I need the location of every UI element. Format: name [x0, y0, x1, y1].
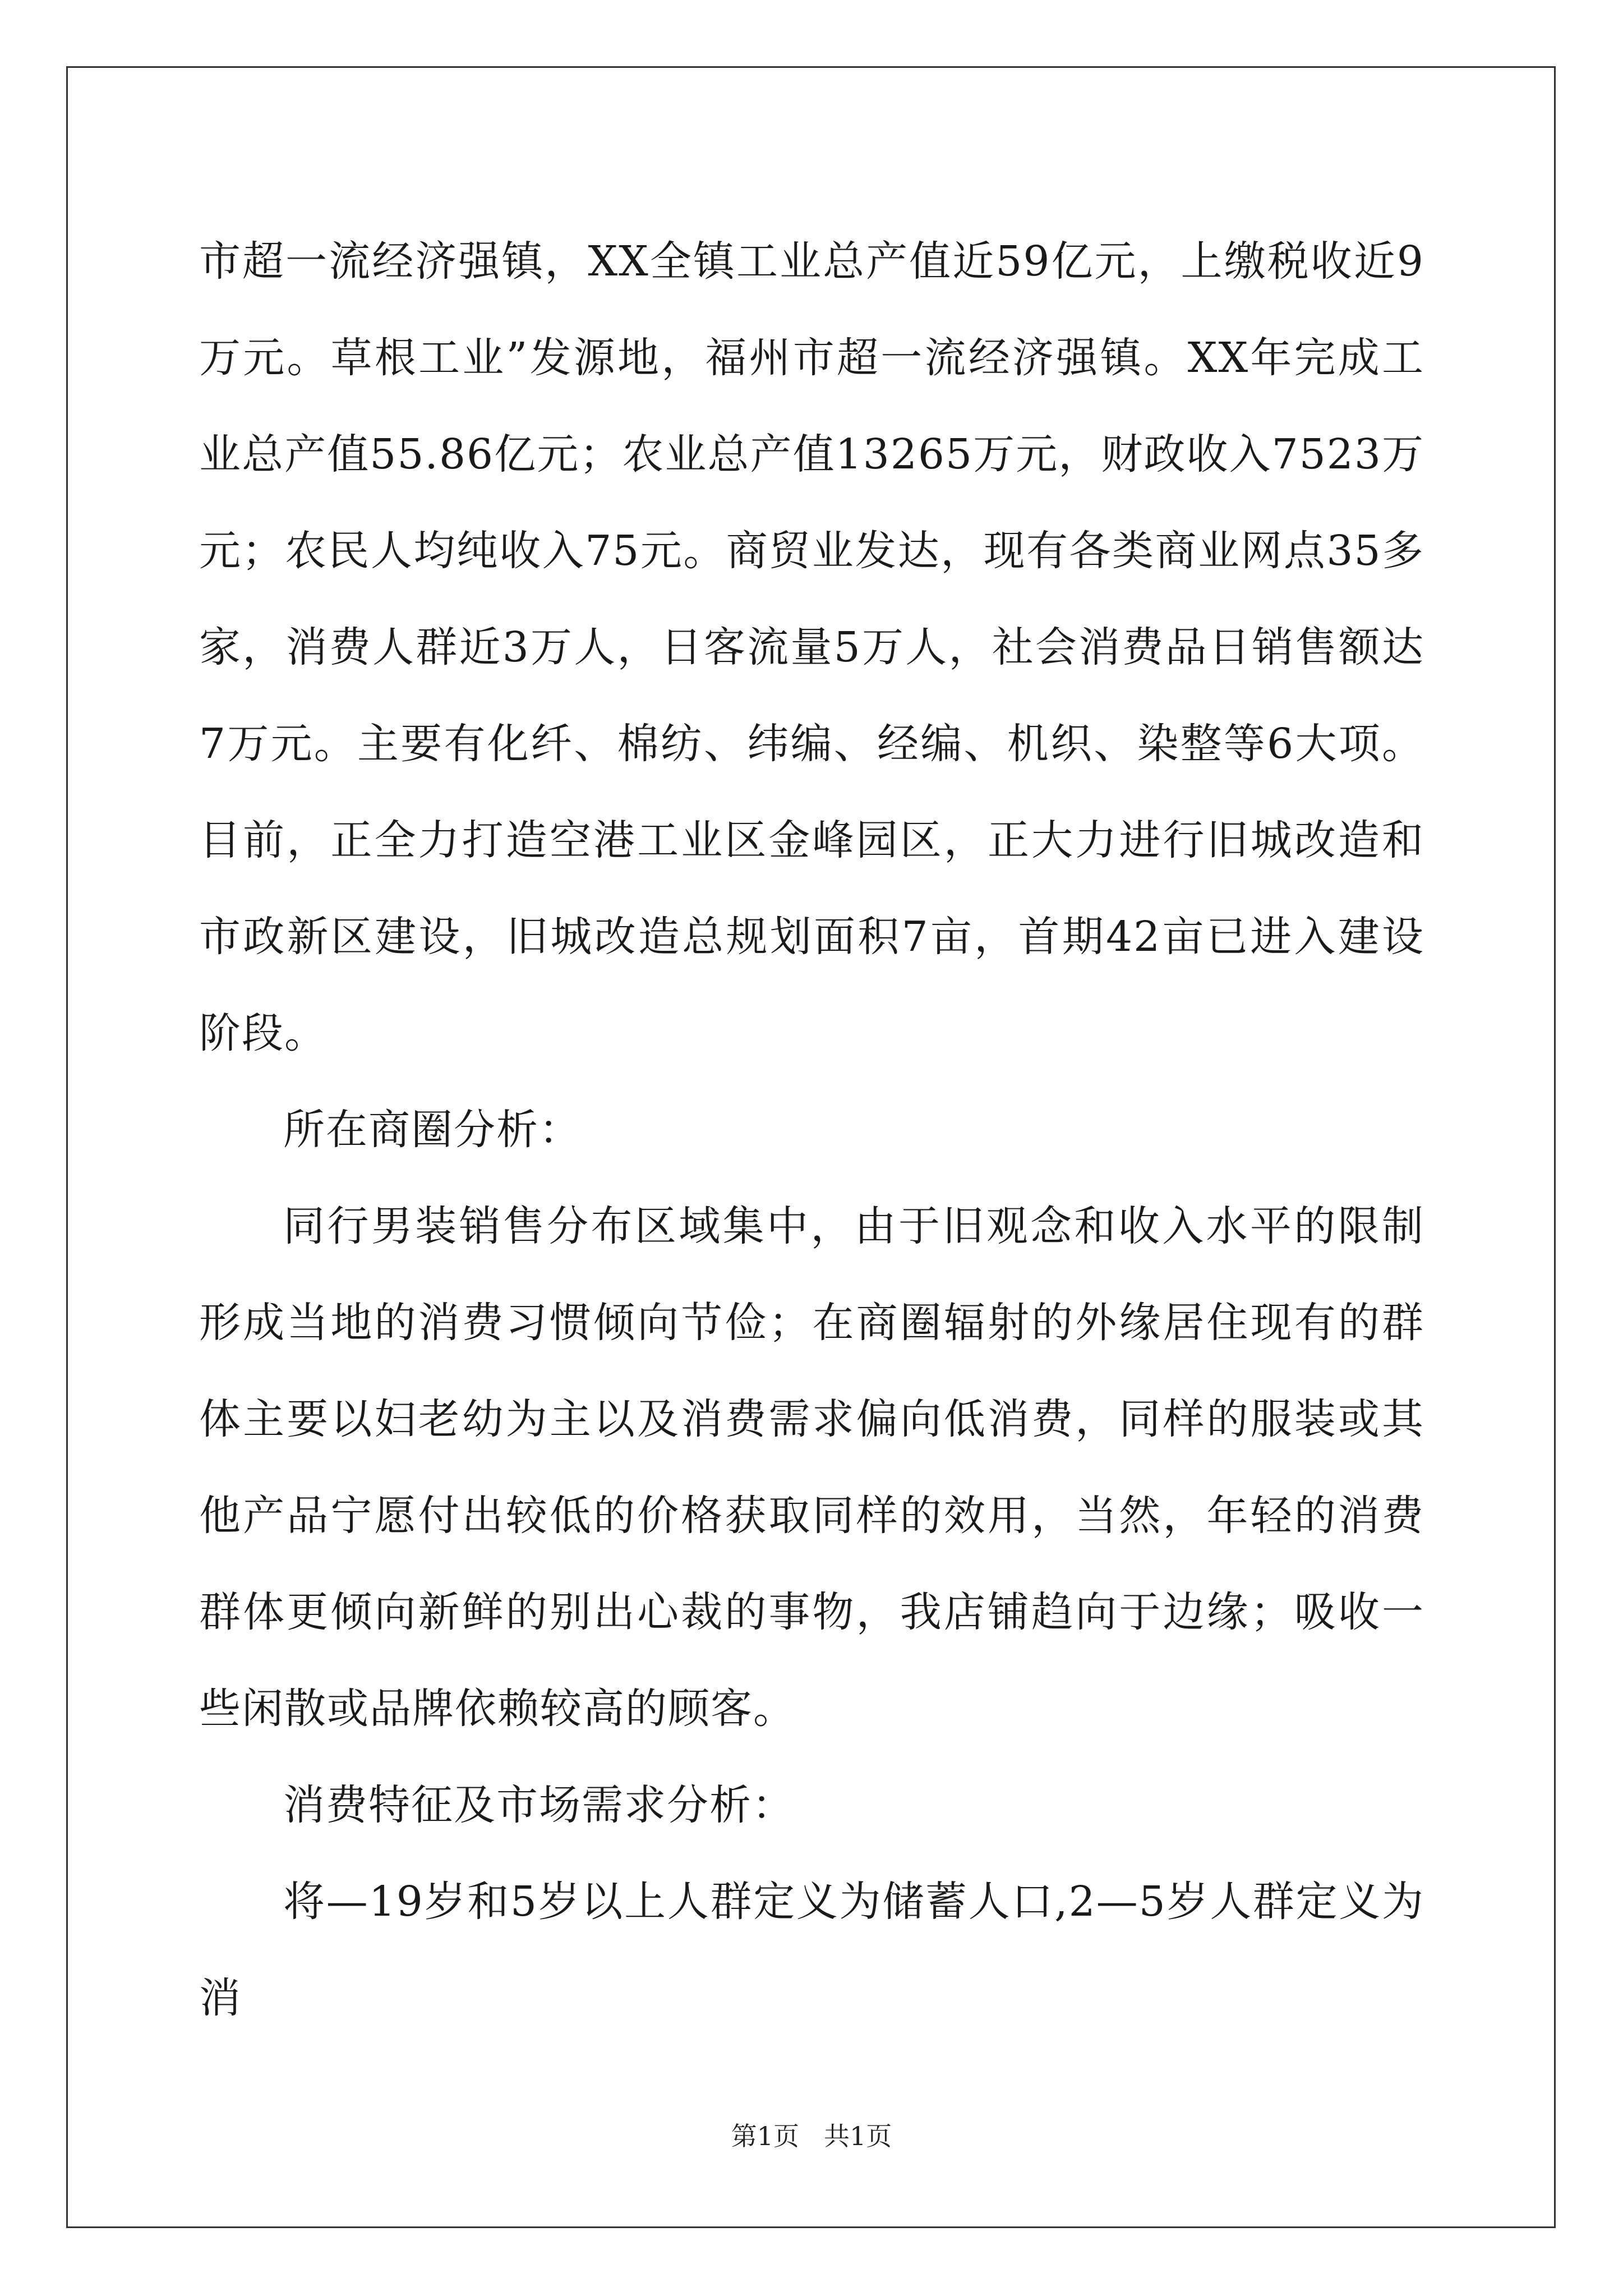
- paragraph-1: 市超一流经济强镇，XX全镇工业总产值近59亿元，上缴税收近9万元。草根工业”发源地，福州市超一流经济强镇。XX年完成工业总产值55.86亿元；农业总产值13265万元，财政收入7523万元；农民人均纯收入75元。商贸业发达，现有各类商业网点35多家，消费人群近3万人，日客流量5万人，社会消费品日销售额达7万元。主要有化纤、棉纺、纬编、经编、机织、染整等6大项。目前，正全力打造空港工业区金峰园区，正大力进行旧城改造和市政新区建设，旧城改造总规划面积7亩，首期42亩已进入建设阶段。: [199, 237, 1424, 1057]
- paragraph-3: 同行男装销售分布区域集中，由于旧观念和收入水平的限制形成当地的消费习惯倾向节俭；在商圈辐射的外缘居住现有的群体主要以妇老幼为主以及消费需求偏向低消费，同样的服装或其他产品宁愿付出较低的价格获取同样的效用，当然，年轻的消费群体更倾向新鲜的别出心裁的事物，我店铺趋向于边缘；吸收一些闲散或品牌依赖较高的顾客。: [199, 1202, 1424, 1733]
- page-footer: [0, 2116, 1623, 2153]
- page-total: 共1页: [824, 2121, 892, 2151]
- paragraph-5: 将—19岁和5岁以上人群定义为储蓄人口,2—5岁人群定义为消: [199, 1878, 1424, 2022]
- paragraph-2: 所在商圈分析：: [283, 1106, 582, 1154]
- document-body: [199, 213, 1424, 2046]
- paragraph-4: 消费特征及市场需求分析：: [283, 1781, 795, 1829]
- page-number: 第1页: [731, 2121, 799, 2151]
